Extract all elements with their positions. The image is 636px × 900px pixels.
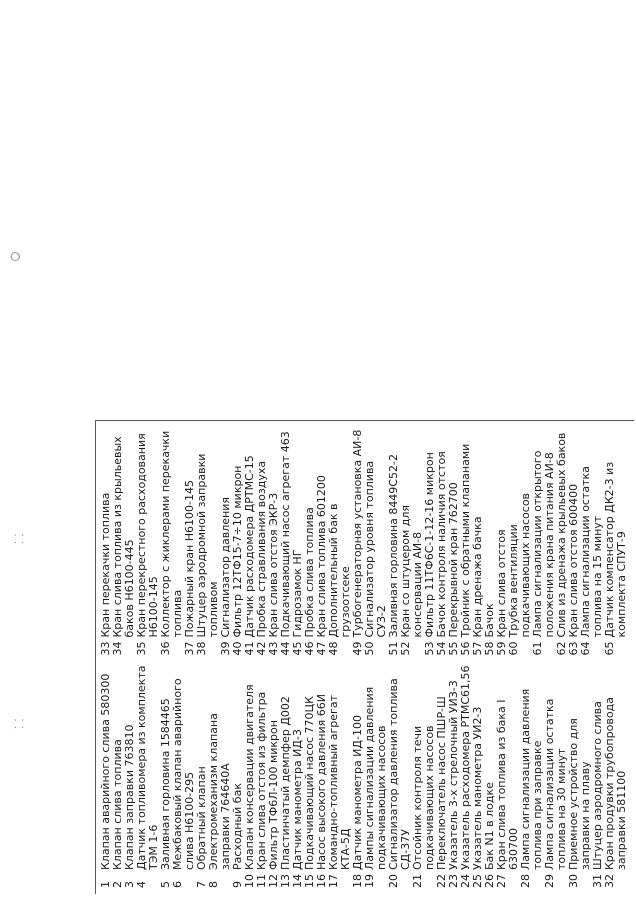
legend-item-number: 48 — [327, 641, 340, 656]
legend-item-number: 12 — [267, 874, 280, 888]
legend-item-text: Фильтр ТФ6Л-100 микрон — [267, 720, 280, 870]
legend-item-number: 45 — [291, 641, 304, 656]
legend-item — [604, 429, 628, 656]
legend-item — [604, 662, 628, 889]
legend-item-number: 16 — [315, 874, 328, 888]
legend-item-number: 50 — [363, 641, 376, 656]
legend-item-text: Кран продувки трубопровода заправки 581100 — [603, 697, 628, 870]
legend-item-text: Пробка стравливания воздуха — [255, 460, 268, 638]
legend-item-text: Заливная горловина 8449С52-2 — [387, 454, 400, 638]
legend-item-number: 30 — [567, 874, 580, 888]
legend-item — [328, 429, 352, 656]
legend-item-text: Пожарный кран Н6100-145 — [183, 480, 196, 638]
legend-item-text: Сигнализатор давления топлива СД-37У — [387, 678, 412, 870]
legend-item-text: Турбогенераторная установка АИ-8 — [351, 429, 364, 638]
legend-item-number: 29 — [543, 874, 556, 888]
legend-item — [508, 429, 532, 656]
legend-item — [364, 429, 388, 656]
legend-item-text: Пробка слива топлива — [303, 507, 316, 638]
legend-item-number: 21 — [411, 874, 424, 888]
legend-item-text: Фильтр 12ТФ15-7÷10 микрон — [231, 465, 244, 638]
legend-item — [544, 662, 568, 889]
legend-item-text: Штуцер аэродромного слива — [591, 701, 604, 870]
legend-item-text: Заливная горловина 1584465 — [159, 698, 172, 870]
legend-item-number: 15 — [303, 874, 316, 888]
legend-item-text: Коллектор с жиклерами перекачки топлива — [159, 430, 184, 638]
scan-mark: ⸬ — [14, 717, 24, 731]
legend-item — [364, 662, 388, 889]
legend-item-text: Кран перекрестного расходования Н6100-145 — [135, 433, 160, 638]
legend-item-number: 2 — [111, 881, 124, 888]
legend-item-number: 39 — [219, 641, 232, 656]
legend-item — [208, 662, 232, 889]
legend-item — [196, 429, 220, 656]
legend-item-number: 44 — [279, 641, 292, 656]
legend-item-text: Дополнительный бак в грузоотсеке — [327, 503, 352, 638]
legend-item-number: 20 — [387, 874, 400, 888]
legend-item-number: 6 — [171, 881, 184, 888]
legend-item-number: 65 — [603, 641, 616, 656]
legend-item-text: Лампа сигнализации давления топлива при заправке — [519, 688, 544, 870]
legend-item-number: 52 — [399, 641, 412, 656]
legend-item-text: Клапан заправки 763810 — [123, 724, 136, 870]
legend-item-text: Бак N1 в лодке — [483, 782, 496, 870]
legend-item-text: Лампа сигнализации открытого положения крана питания АИ-8 — [531, 450, 556, 638]
legend-item-text: Датчик топливомера из комплекта ТЭМ 1-6 — [135, 665, 160, 870]
legend-item-number: 19 — [363, 874, 376, 888]
legend-item-text: Клапан аварийного слива 580300 — [99, 673, 112, 870]
legend-item-number: 25 — [471, 874, 484, 888]
legend-item-text: Клапан слива топлива — [111, 739, 124, 870]
legend-item-number: 46 — [303, 641, 316, 656]
legend-item-text: Подкачивающий насос агрегат 463 — [279, 431, 292, 638]
legend-item-number: 33 — [99, 641, 112, 656]
legend-item-text: Расходный бак — [231, 783, 244, 870]
legend-item-number: 17 — [327, 874, 340, 888]
legend-item-text: Подкачивающий насос 770ЦК — [303, 696, 316, 870]
legend-item-number: 63 — [567, 641, 580, 656]
legend-column-right — [100, 423, 635, 656]
legend-item-number: 61 — [531, 641, 544, 656]
legend-item-text: Датчик манометра ИД-3 — [291, 729, 304, 870]
legend-item-text: Указатель манометра УИ2-3 — [471, 706, 484, 870]
legend-item-text: Кран перекачки топлива — [99, 492, 112, 638]
legend-item-number: 13 — [279, 874, 292, 888]
legend-item-number: 9 — [231, 881, 244, 888]
legend-item-number: 47 — [315, 641, 328, 656]
legend-item-number: 38 — [195, 641, 208, 656]
legend-item-number: 54 — [435, 641, 448, 656]
legend-item — [520, 662, 544, 889]
legend-item — [388, 662, 412, 889]
legend-item-number: 64 — [579, 641, 592, 656]
legend-item-number: 4 — [135, 881, 148, 888]
legend-column-left — [100, 656, 635, 889]
legend-item-text: Бачок — [483, 603, 496, 638]
legend-item-number: 22 — [435, 874, 448, 888]
legend-item-text: Лампа сигнализации остатка топлива на 15 минут — [579, 466, 604, 638]
legend-item-number: 28 — [519, 874, 532, 888]
legend-item-text: Датчик манометра ИД-100 — [351, 715, 364, 870]
legend-item-text: Кран слива отстоя из фильтра — [255, 691, 268, 870]
legend-item-number: 58 — [483, 641, 496, 656]
legend-item-text: Указатель 3-х стрелочный УИЗ-3 — [447, 680, 460, 870]
legend-item — [412, 662, 436, 889]
legend-item-text: Датчик расходомера ДРТМС-15 — [243, 455, 256, 638]
legend-item-number: 5 — [159, 881, 172, 888]
legend-item-text: Трубка вентиляции подкачивающих насосов — [507, 492, 532, 638]
legend-item-number: 55 — [447, 641, 460, 656]
legend-item-number: 41 — [243, 641, 256, 656]
legend-item-text: Указатель расходомера РТМС61,56 — [459, 665, 472, 870]
legend-item-number: 32 — [603, 874, 616, 888]
legend-item-number: 36 — [159, 641, 172, 656]
legend-item-number: 3 — [123, 881, 136, 888]
legend-item-number: 53 — [423, 641, 436, 656]
legend-item-number: 24 — [459, 874, 472, 888]
legend-item-text: Перекрывной кран 762700 — [447, 482, 460, 638]
legend-item-text: Фильтр 11ТФ6С-1-12-16 микрон — [423, 452, 436, 638]
legend-item-text: Штуцер аэродромной заправки топливом — [195, 453, 220, 638]
legend-item-number: 51 — [387, 641, 400, 656]
legend-item-number: 18 — [351, 874, 364, 888]
legend-item-text: Пластинчатый демпфер Д002 — [279, 696, 292, 870]
legend-item — [112, 429, 136, 656]
legend-item-text: Сигнализатор уровня топлива СУЗ-2 — [363, 460, 388, 638]
legend-item-text: Обратный клапан — [195, 766, 208, 870]
legend-item-number: 60 — [507, 641, 520, 656]
legend-item-text: Переключатель насос ПШР-Ш — [435, 696, 448, 870]
legend-item — [400, 429, 424, 656]
legend-item-text: Кран слива отстоя — [495, 529, 508, 638]
legend-item-number: 40 — [231, 641, 244, 656]
legend-item-text: Насос высокого давления 66И — [315, 694, 328, 870]
legend-item-text: Электромеханизм клапана заправки 764640А — [207, 713, 232, 870]
scan-mark: ⵔ — [10, 250, 21, 264]
legend-item-number: 23 — [447, 874, 460, 888]
legend-item-text: Сигнализатор давления — [219, 496, 232, 638]
legend-item-text: Гидрозамок НГ — [291, 549, 304, 638]
legend-item-text: Кран слива топлива из бака I 630700 — [495, 699, 520, 870]
legend-item-number: 59 — [495, 641, 508, 656]
legend-item-text: Межбаковый клапан аварийного слива Н6100-295 — [171, 678, 196, 870]
legend-item-text: Тройник с обратными клапанами — [459, 443, 472, 638]
legend-item — [568, 662, 592, 889]
legend-item — [160, 429, 184, 656]
legend-item-number: 34 — [111, 641, 124, 656]
legend-item-number: 1 — [99, 881, 112, 888]
legend-item-text: Бачок контроля наличия отстоя — [435, 451, 448, 638]
legend-list — [100, 423, 635, 888]
legend-item — [136, 429, 160, 656]
legend-item-number: 42 — [255, 641, 268, 656]
legend-item-number: 31 — [591, 874, 604, 888]
legend-item-number: 14 — [291, 874, 304, 888]
legend-item-text: Кран слива отстоя ЭКР-3 — [267, 492, 280, 638]
legend-item-text: Лампы сигнализации давления подкачивающих насосов — [363, 686, 388, 870]
legend-item-number: 11 — [255, 874, 268, 888]
legend-item-text: Кран дренажа бачка — [471, 516, 484, 638]
legend-item-number: 10 — [243, 874, 256, 888]
legend-item — [532, 429, 556, 656]
legend-item-text: Лампа сигнализации остатка топлива на 30 минут — [543, 698, 568, 870]
legend-item-number: 27 — [495, 874, 508, 888]
legend-item-number: 56 — [459, 641, 472, 656]
legend-item-number: 8 — [207, 881, 220, 888]
legend-item-text: Кран со штуцером для консервации АИ-8 — [399, 505, 424, 638]
legend-item-text: Датчик компенсатор ДК2-3 из комплекта СПУТ-9 — [603, 461, 628, 638]
legend-item — [136, 662, 160, 889]
legend-item-text: Слив из дренажа крыльевых баков — [555, 432, 568, 638]
legend-item-number: 49 — [351, 641, 364, 656]
legend-item-number: 57 — [471, 641, 484, 656]
legend-item-number: 43 — [267, 641, 280, 656]
legend-item-number: 7 — [195, 881, 208, 888]
scan-mark: ⸬ — [14, 532, 24, 546]
legend-item-text: Приемное устройство для заправки на плаву — [567, 718, 592, 870]
legend-item — [496, 662, 520, 889]
legend-item-text: Кран слива топлива 601200 — [315, 475, 328, 638]
legend-item-text: Отсойник контроля течи подкачивающих насосов — [411, 725, 436, 870]
legend-item-number: 37 — [183, 641, 196, 656]
legend-item-text: Кран слива отстоя 600400 — [567, 483, 580, 638]
legend-item-number: 62 — [555, 641, 568, 656]
legend-item-text: Командно-топливный агрегат КТА-5Д — [327, 695, 352, 870]
legend-item-number: 35 — [135, 641, 148, 656]
legend-item-number: 26 — [483, 874, 496, 888]
legend-item — [328, 662, 352, 889]
legend-item — [172, 662, 196, 889]
legend-item-text: Кран слива топлива из крыльевых баков Н6100-445 — [111, 436, 136, 638]
legend-item — [580, 429, 604, 656]
legend-item-text: Клапан консервации двигателя — [243, 684, 256, 870]
